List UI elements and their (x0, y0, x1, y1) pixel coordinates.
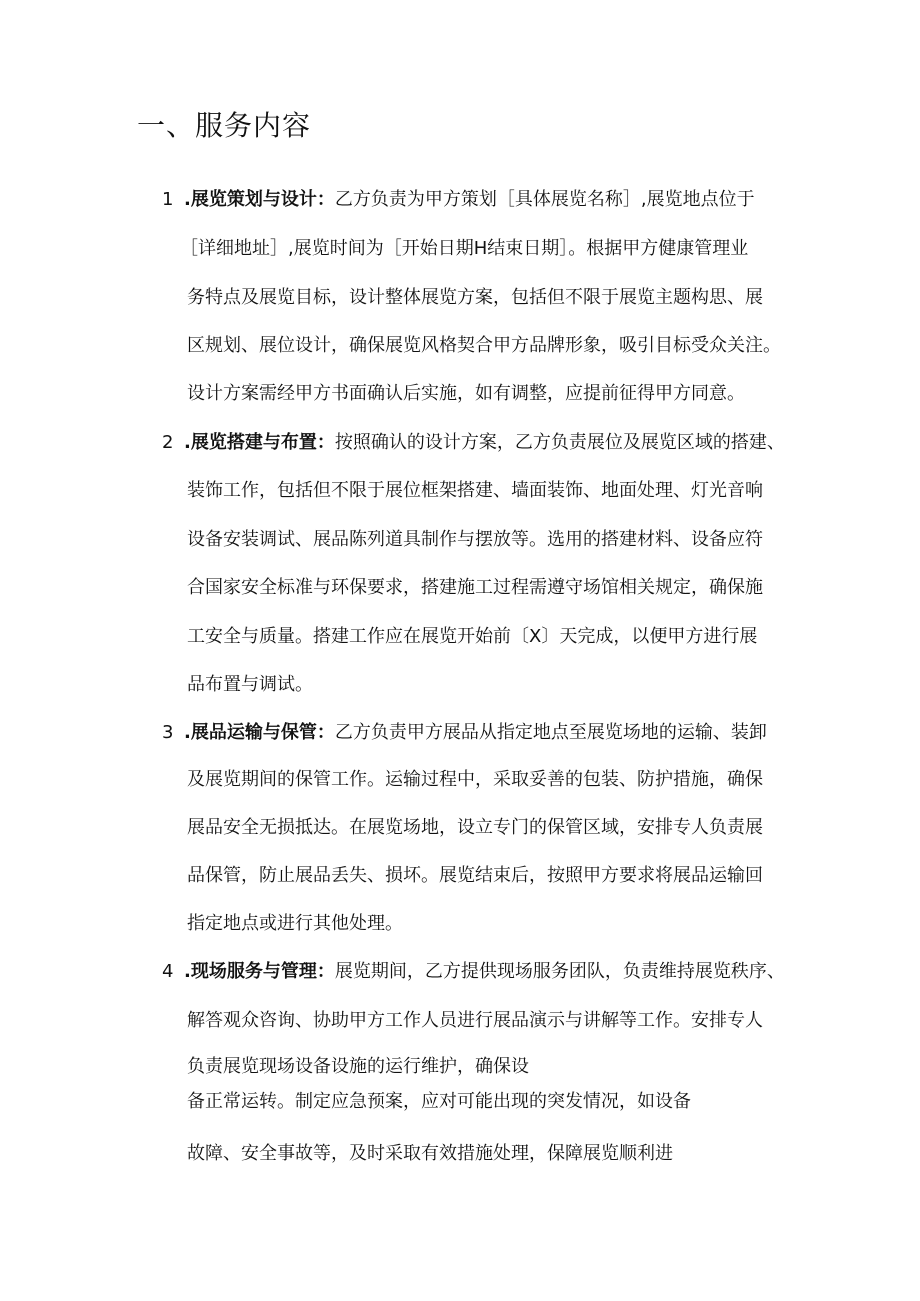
item-1-text-line: 区规划、展位设计，确保展览风格契合甲方品牌形象，吸引目标受众关注。 (187, 335, 781, 356)
item-3-text-line: 指定地点或进行其他处理。 (187, 913, 403, 934)
item-4-text-line: 负责展览现场设备设施的运行维护，确保设 (187, 1056, 529, 1077)
item-1-title: .展览策划与设计： (184, 189, 335, 210)
item-4-text-line: 备正常运转。制定应急预案，应对可能出现的突发情况，如设备 (187, 1091, 691, 1112)
item-4-text-line: 解答观众咨询、协助甲方工作人员进行展品演示与讲解等工作。安排专人 (187, 1010, 763, 1031)
item-4-title: .现场服务与管理： (184, 961, 335, 982)
item-1-text-line: 设计方案需经甲方书面确认后实施，如有调整，应提前征得甲方同意。 (187, 383, 745, 404)
item-3-text-line: 乙方负责甲方展品从指定地点至展览场地的运输、装卸 (334, 722, 767, 743)
item-1-first-line (162, 187, 755, 213)
item-4-text-line: 展览期间，乙方提供现场服务团队，负责维持展览秩序、 (334, 961, 785, 982)
item-4-first-line (162, 959, 785, 985)
item-2-text-line: 合国家安全标准与环保要求，搭建施工过程需遵守场馆相关规定，确保施 (187, 577, 763, 598)
item-4-text-line: 故障、安全事故等，及时采取有效措施处理，保障展览顺利进 (187, 1143, 673, 1164)
item-2-text-line: 装饰工作，包括但不限于展位框架搭建、墙面装饰、地面处理、灯光音响 (187, 480, 763, 501)
item-4-number: 4 (162, 961, 174, 982)
item-2-first-line (162, 430, 785, 456)
item-3-title: .展品运输与保管： (184, 722, 335, 743)
item-2-title: .展览搭建与布置： (184, 432, 335, 453)
item-1-text-line: ［详细地址］,展览时间为［开始日期H结束日期］。根据甲方健康管理业 (180, 238, 749, 259)
item-2-text-line: 设备安装调试、展品陈列道具制作与摆放等。选用的搭建材料、设备应符 (187, 529, 763, 550)
item-2-text-line: 按照确认的设计方案，乙方负责展位及展览区域的搭建、 (334, 432, 785, 453)
item-2-text-line: 工安全与质量。搭建工作应在展览开始前〔X〕天完成，以便甲方进行展 (187, 626, 758, 647)
item-1-text-line: 务特点及展览目标，设计整体展览方案，包括但不限于展览主题构思、展 (187, 287, 763, 308)
item-2-number: 2 (162, 432, 174, 453)
item-3-number: 3 (162, 722, 174, 743)
item-2-text-line: 品布置与调试。 (187, 674, 313, 695)
item-1-number: 1 (162, 189, 174, 210)
item-3-first-line (162, 720, 767, 746)
item-3-text-line: 品保管，防止展品丢失、损坏。展览结束后，按照甲方要求将展品运输回 (187, 865, 763, 886)
item-3-text-line: 及展览期间的保管工作。运输过程中，采取妥善的包装、防护措施，确保 (187, 769, 763, 790)
item-1-text-line: 乙方负责为甲方策划［具体展览名称］,展览地点位于 (334, 189, 755, 210)
item-3-text-line: 展品安全无损抵达。在展览场地，设立专门的保管区域，安排专人负责展 (187, 817, 763, 838)
section-heading: 一、服务内容 (137, 109, 312, 142)
